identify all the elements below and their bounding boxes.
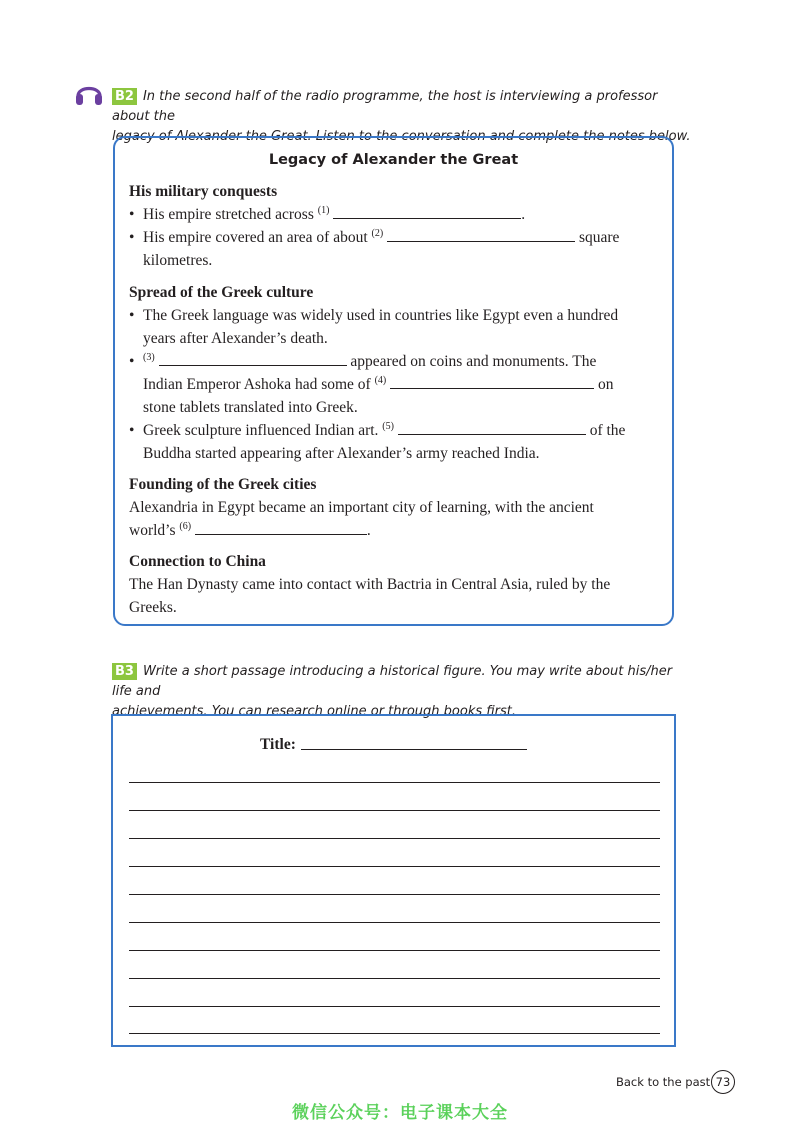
- writing-line[interactable]: [129, 950, 660, 951]
- blank-number-6: (6): [179, 520, 192, 532]
- b3-instruction-line1: Write a short passage introducing a historical figure. You may write about his/her life and: [112, 664, 673, 699]
- culture-b3-end: of the: [589, 422, 626, 439]
- blank-3[interactable]: [159, 351, 347, 366]
- military-b2-text: His empire covered an area of about: [143, 229, 368, 246]
- culture-heading: Spread of the Greek culture: [129, 284, 314, 301]
- culture-b2-line2-text: Indian Emperor Ashoka had some of: [143, 376, 371, 393]
- blank-number-5: (5): [382, 420, 394, 432]
- blank-4[interactable]: [390, 374, 594, 389]
- cities-heading: Founding of the Greek cities: [129, 476, 317, 493]
- cities-line1: Alexandria in Egypt became an important city of learning, with the ancient: [129, 499, 594, 516]
- culture-b1-line2: years after Alexander’s death.: [143, 330, 328, 347]
- b2-tag: B2: [112, 88, 137, 105]
- watermark: 微信公众号：电子课本大全: [292, 1103, 508, 1123]
- writing-line[interactable]: [129, 810, 660, 811]
- culture-b3-line2: Buddha started appearing after Alexander’s army reached India.: [143, 445, 540, 462]
- culture-b2-text: appeared on coins and monuments. The: [350, 353, 597, 370]
- china-line2: Greeks.: [129, 599, 177, 616]
- b3-instruction: [112, 662, 692, 722]
- blank-6[interactable]: [195, 520, 367, 535]
- writing-line[interactable]: [129, 922, 660, 923]
- footer-section-label: Back to the past: [616, 1075, 711, 1089]
- blank-number-3: (3): [143, 351, 155, 363]
- blank-5[interactable]: [398, 420, 586, 435]
- writing-line[interactable]: [129, 838, 660, 839]
- military-b2-end: square: [578, 229, 620, 246]
- military-b1-end: .: [521, 206, 526, 223]
- military-heading: His military conquests: [129, 183, 278, 200]
- headphones-icon[interactable]: [74, 78, 104, 108]
- b2-instruction-line1: In the second half of the radio programme, the host is interviewing a professor about the: [112, 89, 658, 124]
- notes-title: Legacy of Alexander the Great: [268, 152, 519, 168]
- military-b1-text: His empire stretched across: [143, 206, 314, 223]
- china-heading: Connection to China: [129, 553, 266, 570]
- b3-tag: B3: [112, 663, 137, 680]
- writing-line[interactable]: [129, 866, 660, 867]
- culture-b2-line2-end: on: [598, 376, 614, 393]
- page-number: 73: [711, 1070, 735, 1094]
- writing-line[interactable]: [129, 978, 660, 979]
- b2-instruction-line2: legacy of Alexander the Great. Listen to the conversation and complete the notes below.: [112, 129, 691, 144]
- blank-number-4: (4): [374, 374, 387, 386]
- blank-1[interactable]: [333, 204, 521, 219]
- blank-2[interactable]: [387, 227, 575, 242]
- culture-b1-line1: The Greek language was widely used in countries like Egypt even a hundred: [143, 307, 619, 324]
- writing-line[interactable]: [129, 1006, 660, 1007]
- blank-number-1: (1): [317, 204, 330, 216]
- b3-instruction-line2: achievements. You can research online or through books first.: [112, 704, 517, 719]
- cities-line2-text: world’s: [129, 522, 176, 539]
- title-label: Title:: [260, 736, 296, 753]
- notes-box: Legacy of Alexander the Great His military conquests • His empire stretched across $^{(1)}$ . • His empire covered an area of about $^{(2)}$ square kilometres. Spread of the Greek culture • The Greek language was widely used in countries like Egypt even a hundred years after Alexander’s death. • $^{(3)}$ appeared on coins and monuments. The Indian Emperor Ashoka had some of $^{(4)}$ on stone tablets translated into Greek. • Greek sculpture influenced Indian art. $^{(5)}$ of the Buddha started appearing after Alexander’s army reached India. Founding of the Greek cities Alexandria in Egypt became an important city of learning, with the ancient world’s $^{(6)}$ . Connection to China The Han Dynasty came into contact with Bactria in Central Asia, ruled by the Greeks.: [113, 136, 674, 626]
- writing-line[interactable]: [129, 782, 660, 783]
- military-b2-line2: kilometres.: [143, 252, 213, 269]
- cities-line2-end: .: [366, 522, 371, 539]
- cities-line2: [129, 519, 371, 542]
- blank-number-2: (2): [371, 227, 384, 239]
- title-input-line[interactable]: [301, 749, 527, 750]
- culture-b3-text: Greek sculpture influenced Indian art.: [143, 422, 379, 439]
- writing-box: [111, 714, 676, 1047]
- china-line1: The Han Dynasty came into contact with Bactria in Central Asia, ruled by the: [129, 576, 611, 593]
- writing-line[interactable]: [129, 1033, 660, 1034]
- culture-b2-line3: stone tablets translated into Greek.: [143, 399, 358, 416]
- writing-line[interactable]: [129, 894, 660, 895]
